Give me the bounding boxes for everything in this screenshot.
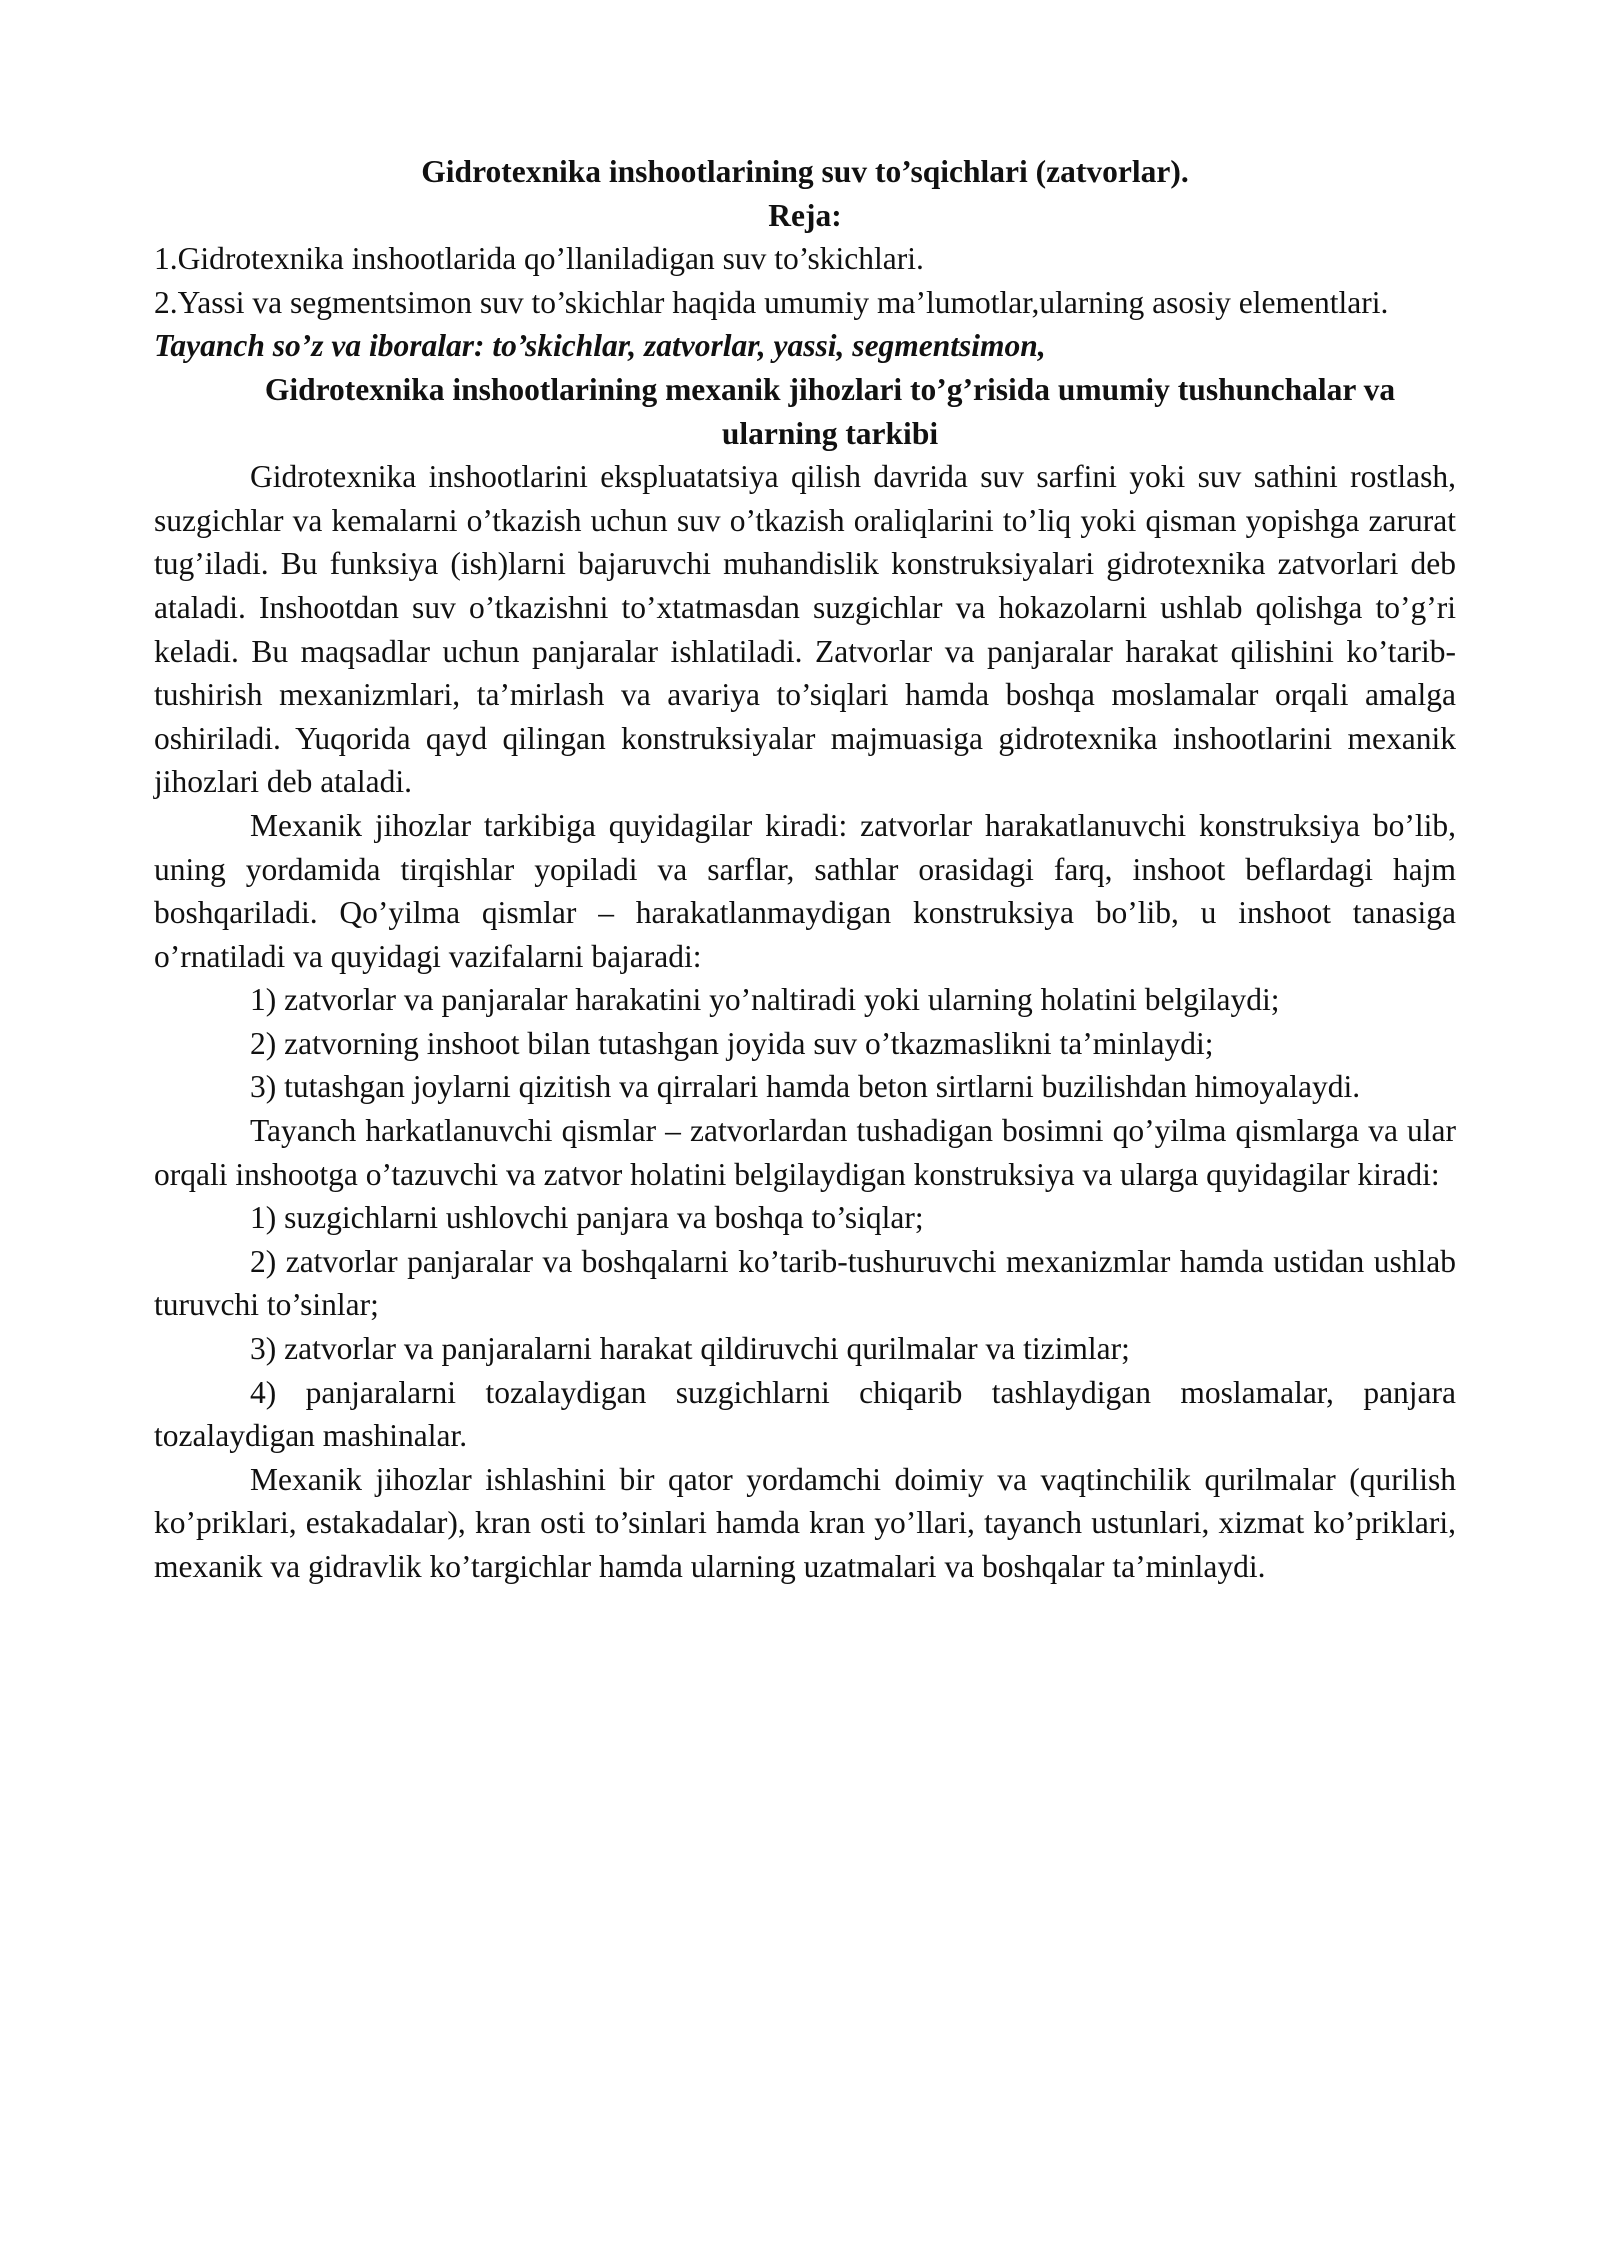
list-item: 4) panjaralarni tozalaydigan suzgichlarni chiqarib tashlaydigan moslamalar, panjara tozalaydigan mashinalar. bbox=[154, 1374, 1456, 1454]
list-item: 3) zatvorlar va panjaralarni harakat qildiruvchi qurilmalar va tizimlar; bbox=[250, 1331, 1130, 1367]
paragraph: Mexanik jihozlar ishlashini bir qator yordamchi doimiy va vaqtinchilik qurilmalar (qurilish ko’priklari, estakadalar), kran osti to’sinlari hamda kran yo’llari, tayanch ustunlari, xizmat ko’priklari, mexanik va gidravlik ko’targichlar hamda ularning uzatmalari va boshqalar ta’minlaydi. bbox=[154, 1461, 1456, 1584]
list-item: 3) tutashgan joylarni qizitish va qirralari hamda beton sirtlarni buzilishdan himoyalaydi. bbox=[250, 1069, 1361, 1105]
paragraph: Tayanch harkatlanuvchi qismlar – zatvorlardan tushadigan bosimni qo’yilma qismlarga va ular orqali inshootga o’tazuvchi va zatvor holatini belgilaydigan konstruksiya va ularga quyidagilar kiradi: bbox=[154, 1113, 1456, 1192]
document-page bbox=[154, 150, 1456, 1589]
plan-item: 2.Yassi va segmentsimon suv to’skichlar haqida umumiy ma’lumotlar,ularning asosiy elementlari. bbox=[154, 284, 1389, 320]
document-title: Gidrotexnika inshootlarining suv to’sqichlari (zatvorlar). bbox=[421, 154, 1189, 189]
paragraph: Mexanik jihozlar tarkibiga quyidagilar kiradi: zatvorlar harakatlanuvchi konstruksiya bo’lib, uning yordamida tirqishlar yopiladi va sarflar, sathlar orasidagi farq, inshoot beflardagi hajm boshqariladi. Qo’yilma qismlar – harakatlanmaydigan konstruksiya bo’lib, u inshoot tanasiga o’rnatiladi va quyidagi vazifalarni bajaradi: bbox=[154, 807, 1456, 974]
list-item: 1) zatvorlar va panjaralar harakatini yo’naltiradi yoki ularning holatini belgilaydi; bbox=[250, 982, 1280, 1018]
paragraph: Gidrotexnika inshootlarini ekspluatatsiya qilish davrida suv sarfini yoki suv sathini rostlash, suzgichlar va kemalarni o’tkazish uchun suv o’tkazish oraliqlarini to’liq yoki qisman yopishga zarurat tug’iladi. Bu funksiya (ish)larni bajaruvchi muhandislik konstruksiyalari gidrotexnika zatvorlari deb ataladi. Inshootdan suv o’tkazishni to’xtatmasdan suzgichlar va hokazolarni ushlab qolishga to’g’ri keladi. Bu maqsadlar uchun panjaralar ishlatiladi. Zatvorlar va panjaralar harakat qilishini ko’tarib-tushirish mexanizmlari, ta’mirlash va avariya to’siqlari hamda boshqa moslamalar orqali amalga oshiriladi. Yuqorida qayd qilingan konstruksiyalar majmuasiga gidrotexnika inshootlarini mexanik jihozlari deb ataladi. bbox=[154, 459, 1456, 800]
keywords-line: Tayanch so’z va iboralar: to’skichlar, zatvorlar, yassi, segmentsimon, bbox=[154, 328, 1046, 364]
body-text bbox=[154, 455, 1456, 1588]
section-heading: Gidrotexnika inshootlarining mexanik jihozlari to’g’risida umumiy tushunchalar va ularning tarkibi bbox=[264, 371, 1396, 451]
list-item: 1) suzgichlarni ushlovchi panjara va boshqa to’siqlar; bbox=[250, 1200, 924, 1236]
plan-label: Reja: bbox=[768, 197, 842, 233]
plan-item: 1.Gidrotexnika inshootlarida qo’llaniladigan suv to’skichlari. bbox=[154, 241, 924, 277]
list-item: 2) zatvorlar panjaralar va boshqalarni ko’tarib-tushuruvchi mexanizmlar hamda ustidan ushlab turuvchi to’sinlar; bbox=[154, 1243, 1456, 1323]
list-item: 2) zatvorning inshoot bilan tutashgan joyida suv o’tkazmaslikni ta’minlaydi; bbox=[250, 1025, 1214, 1061]
plan-list bbox=[154, 237, 1456, 324]
